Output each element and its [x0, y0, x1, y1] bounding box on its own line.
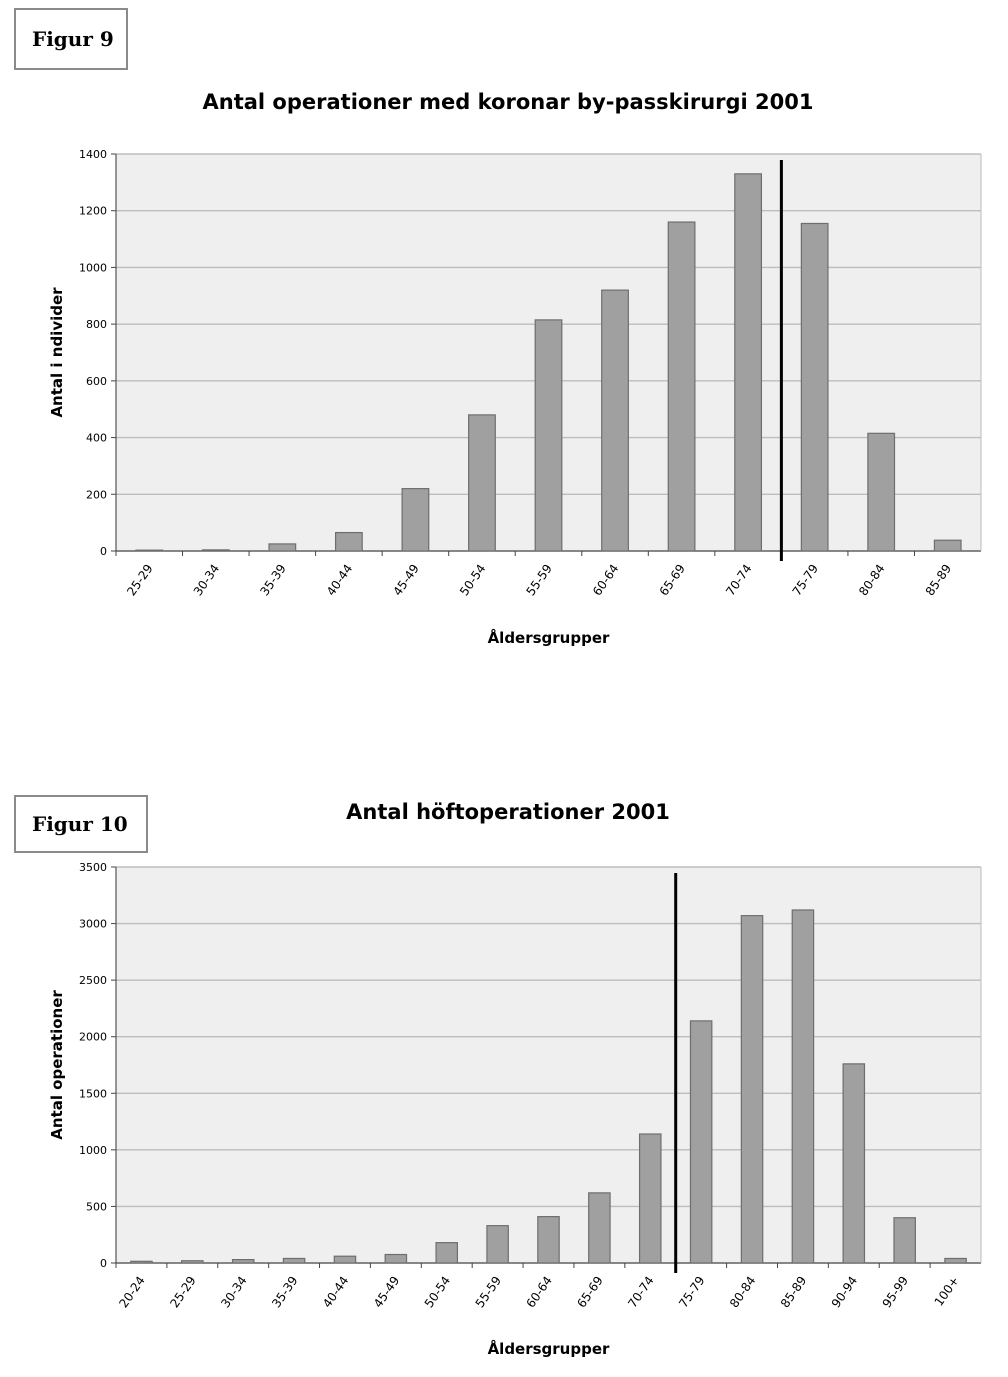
bar-40-44	[336, 533, 363, 551]
x-tick-label: 25-29	[167, 1273, 199, 1311]
x-tick-label: 75-79	[676, 1273, 708, 1311]
x-tick-label: 50-54	[456, 561, 489, 599]
chart-hip-operations	[0, 700, 1008, 1377]
bar-25-29	[182, 1261, 203, 1263]
bar-45-49	[402, 489, 429, 551]
x-tick-label: 25-29	[124, 561, 156, 599]
y-tick-label: 600	[86, 374, 107, 388]
x-tick-label: 55-59	[523, 561, 555, 599]
y-tick-label: 1500	[79, 1087, 107, 1101]
chart-coronary-bypass	[0, 0, 1008, 680]
bar-70-74	[735, 174, 762, 551]
x-tick-label: 40-44	[323, 561, 356, 599]
y-tick-label: 3500	[79, 861, 107, 874]
bar-65-69	[668, 222, 695, 551]
bar-90-94	[843, 1064, 864, 1263]
x-tick-label: 95-99	[879, 1273, 912, 1311]
bar-85-89	[934, 540, 961, 551]
x-tick-label: 35-39	[269, 1273, 301, 1311]
x-tick-label: 90-94	[828, 1273, 861, 1311]
x-tick-label: 30-34	[190, 561, 223, 599]
x-tick-label: 65-69	[656, 561, 689, 599]
x-tick-label: 70-74	[625, 1273, 657, 1311]
chart-title: Antal höftoperationer 2001	[346, 800, 670, 824]
bar-20-24	[131, 1261, 152, 1263]
x-axis-title: Åldersgrupper	[487, 629, 610, 647]
x-tick-label: 35-39	[257, 561, 289, 599]
bar-55-59	[535, 320, 562, 551]
y-tick-label: 2000	[79, 1030, 107, 1044]
chart-title: Antal operationer med koronar by-passkirurgi 2001	[202, 90, 814, 114]
y-tick-label: 1400	[79, 148, 107, 161]
y-tick-label: 1000	[79, 261, 107, 275]
x-tick-label: 80-84	[727, 1273, 759, 1311]
bar-35-39	[269, 544, 296, 551]
bar-85-89	[792, 910, 813, 1263]
bar-60-64	[602, 290, 629, 551]
y-tick-label: 2500	[79, 974, 107, 988]
y-tick-label: 0	[100, 1257, 107, 1270]
y-tick-label: 400	[86, 431, 107, 445]
figure-9-label: Figur 9	[32, 27, 114, 51]
bar-60-64	[538, 1217, 559, 1263]
figure-10-label: Figur 10	[32, 812, 128, 836]
y-tick-label: 3000	[79, 917, 107, 931]
y-tick-label: 0	[100, 545, 107, 558]
x-tick-label: 50-54	[421, 1273, 454, 1311]
y-tick-label: 1000	[79, 1143, 107, 1157]
bar-45-49	[385, 1255, 406, 1263]
x-axis-title: Åldersgrupper	[487, 1340, 610, 1358]
x-tick-label: 55-59	[472, 1273, 505, 1311]
x-tick-label: 40-44	[319, 1273, 352, 1311]
y-tick-label: 800	[86, 318, 107, 332]
bar-50-54	[436, 1243, 457, 1263]
bar-75-79	[801, 223, 828, 551]
x-tick-label: 100+	[931, 1273, 963, 1309]
y-axis-title: Antal i ndivider	[48, 287, 66, 418]
y-tick-label: 200	[86, 488, 107, 502]
bar-30-34	[233, 1260, 254, 1263]
bar-35-39	[283, 1258, 304, 1263]
bar-40-44	[334, 1256, 355, 1263]
x-tick-label: 70-74	[723, 561, 755, 599]
x-tick-label: 45-49	[370, 1273, 403, 1311]
bar-95-99	[894, 1218, 915, 1263]
x-tick-label: 65-69	[574, 1273, 606, 1311]
x-tick-label: 45-49	[390, 561, 422, 599]
bar-100+	[945, 1258, 966, 1263]
x-tick-label: 85-89	[922, 561, 955, 599]
x-tick-label: 60-64	[590, 561, 622, 599]
bar-70-74	[640, 1134, 661, 1263]
bar-80-84	[741, 916, 762, 1263]
y-tick-label: 500	[86, 1200, 107, 1214]
x-tick-label: 30-34	[218, 1273, 250, 1311]
bar-50-54	[469, 415, 496, 551]
bar-55-59	[487, 1226, 508, 1263]
x-tick-label: 85-89	[777, 1273, 810, 1311]
bar-30-34	[203, 550, 230, 551]
x-tick-label: 75-79	[789, 561, 822, 599]
bar-80-84	[868, 433, 895, 551]
x-tick-label: 60-64	[523, 1273, 555, 1311]
x-tick-label: 80-84	[856, 561, 888, 599]
x-tick-label: 20-24	[116, 1273, 148, 1311]
bar-25-29	[136, 550, 163, 551]
bar-75-79	[690, 1021, 711, 1263]
y-axis-title: Antal operationer	[48, 990, 66, 1140]
y-tick-label: 1200	[79, 204, 107, 218]
bar-65-69	[589, 1193, 610, 1263]
